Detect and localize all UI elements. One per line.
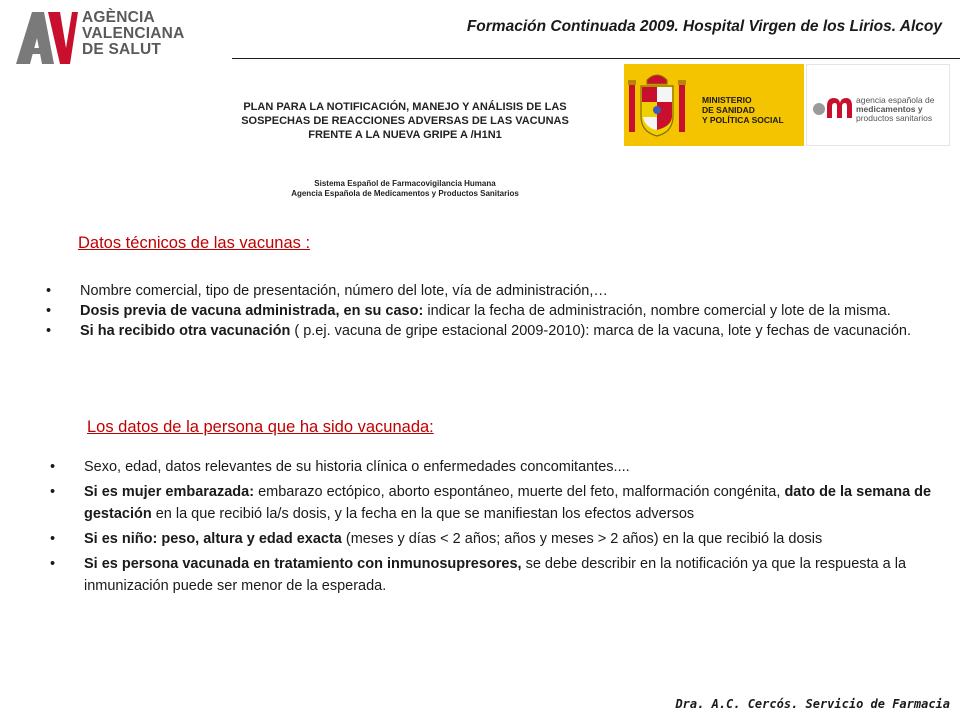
technical-data-list: [46, 283, 940, 343]
item-text: Sexo, edad, datos relevantes de su historia clínica o enfermedades concomitantes....: [84, 459, 630, 475]
item-text: se debe describir en la notificación ya que la respuesta a la inmunización puede ser menor de la esperada.: [84, 556, 907, 594]
list-item: [50, 528, 950, 550]
aemps-logo-icon: [812, 94, 852, 120]
item-bold-text: Si es persona vacunada en tratamiento con inmunosupresores,: [84, 556, 522, 572]
aemps-line: medicamentos y: [856, 104, 923, 114]
org-line: DE SALUT: [82, 41, 162, 58]
coat-of-arms-icon: [627, 70, 687, 142]
item-bold-text: dato de la semana de gestación: [84, 484, 932, 522]
item-text: en la que recibió la/s dosis, y la fecha en la que se manifiestan los efectos adversos: [151, 506, 695, 522]
bullet-icon: •: [50, 484, 56, 500]
list-item: [46, 323, 940, 339]
item-bold-text: Si ha recibido otra vacunación: [80, 323, 291, 339]
item-bold-text: Si es niño: peso, altura y edad exacta: [84, 531, 342, 547]
section-heading-technical-data: Datos técnicos de las vacunas :: [78, 234, 311, 252]
header-title: Formación Continuada 2009. Hospital Virgen de los Lirios. Alcoy: [466, 18, 942, 35]
aemps-line: agencia española de: [856, 95, 935, 105]
item-bold-text: Dosis previa de vacuna administrada, en su caso:: [80, 303, 424, 319]
agencia-valenciana-logo-icon: [14, 8, 78, 68]
plan-title-line: FRENTE A LA NUEVA GRIPE A /H1N1: [308, 129, 502, 141]
aemps-name: [856, 96, 934, 123]
list-item: [46, 303, 940, 319]
list-item: [50, 456, 950, 478]
plan-subtitle: [220, 179, 590, 199]
ministry-line: MINISTERIO: [702, 95, 752, 105]
bullet-icon: •: [46, 303, 52, 319]
list-item: [50, 553, 950, 597]
item-text: indicar la fecha de administración, nombre comercial y lote de la misma.: [423, 303, 891, 319]
org-line: AGÈNCIA: [82, 9, 155, 26]
header-divider: [232, 58, 960, 59]
plan-subtitle-line: Sistema Español de Farmacovigilancia Humana: [314, 179, 496, 188]
bullet-icon: •: [46, 283, 52, 299]
bullet-icon: •: [46, 323, 52, 339]
ministry-line: Y POLÍTICA SOCIAL: [702, 115, 784, 125]
section-heading-vaccinated-person: Los datos de la persona que ha sido vacunada:: [87, 418, 434, 436]
list-item: [46, 283, 940, 299]
footer-author: Dra. A.C. Cercós. Servicio de Farmacia: [675, 697, 950, 711]
list-item: [50, 481, 950, 525]
item-text: embarazo ectópico, aborto espontáneo, muerte del feto, malformación congénita,: [254, 484, 785, 500]
plan-title-line: SOSPECHAS DE REACCIONES ADVERSAS DE LAS VACUNAS: [241, 115, 569, 127]
bullet-icon: •: [50, 556, 56, 572]
org-name: [82, 10, 184, 58]
item-bold-text: Si es mujer embarazada:: [84, 484, 255, 500]
bullet-icon: •: [50, 459, 56, 475]
org-line: VALENCIANA: [82, 25, 185, 42]
vaccinated-person-list: [50, 456, 950, 600]
item-text: (meses y días < 2 años; años y meses > 2 años) en la que recibió la dosis: [341, 531, 823, 547]
ministry-name: [702, 95, 784, 125]
plan-title: [190, 100, 620, 142]
bullet-icon: •: [50, 531, 56, 547]
aemps-line: productos sanitarios: [856, 113, 933, 123]
item-text: Nombre comercial, tipo de presentación, número del lote, vía de administración,…: [80, 283, 608, 299]
ministry-line: DE SANIDAD: [702, 105, 755, 115]
item-text: ( p.ej. vacuna de gripe estacional 2009-2010): marca de la vacuna, lote y fechas de vacunación.: [290, 323, 911, 339]
plan-subtitle-line: Agencia Española de Medicamentos y Productos Sanitarios: [291, 189, 519, 198]
plan-title-line: PLAN PARA LA NOTIFICACIÓN, MANEJO Y ANÁLISIS DE LAS: [243, 101, 567, 113]
